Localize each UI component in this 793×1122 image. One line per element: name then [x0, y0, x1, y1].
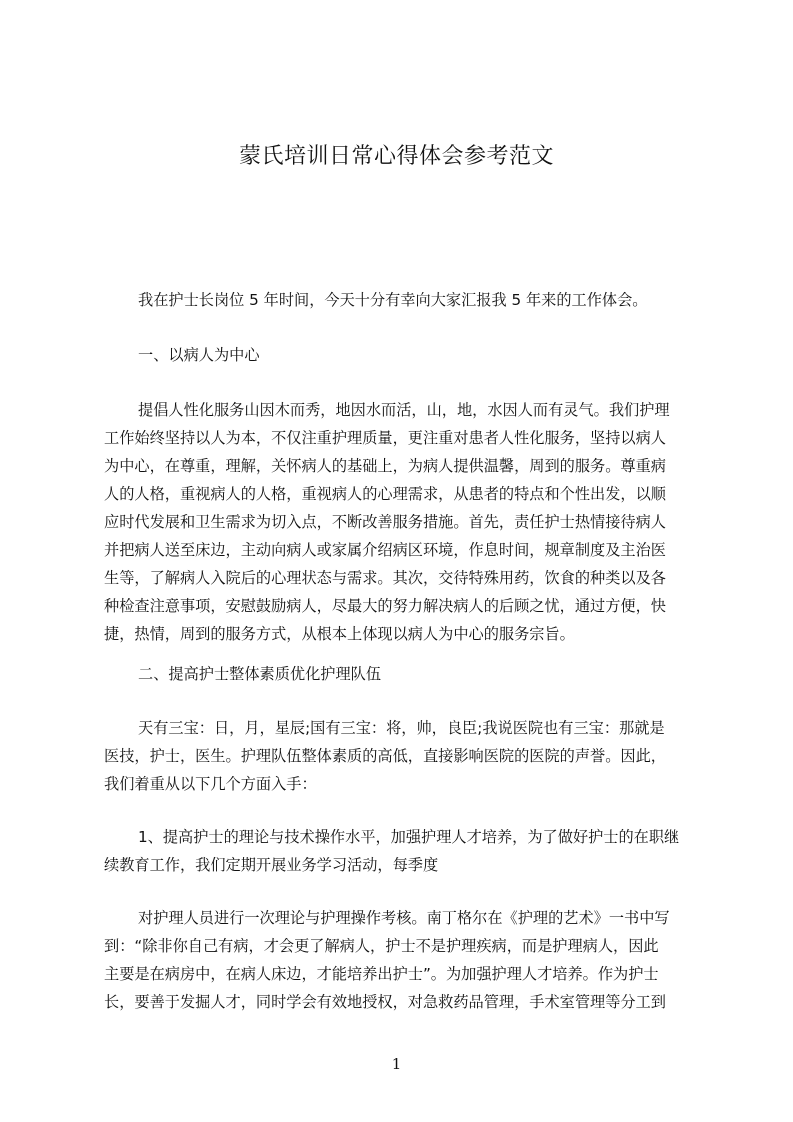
- paragraph-line: 医技，护士，医生。护理队伍整体素质的高低，直接影响医院的医院的声誉。因此，: [104, 747, 666, 765]
- section-heading-2: 二、提高护士整体素质优化护理队伍: [138, 665, 381, 683]
- paragraph-line: 工作始终坚持以人为本，不仅注重护理质量，更注重对患者人性化服务，坚持以病人: [104, 429, 666, 447]
- paragraph-line: 并把病人送至床边，主动向病人或家属介绍病区环境，作息时间，规章制度及主治医: [104, 541, 666, 559]
- paragraph-line: 提倡人性化服务山因木而秀，地因水而活，山，地，水因人而有灵气。我们护理: [138, 401, 670, 419]
- paragraph-line: 续教育工作，我们定期开展业务学习活动，每季度: [104, 856, 439, 874]
- paragraph-line: 主要是在病房中，在病人床边，才能培养出护士”。为加强护理人才培养。作为护士: [104, 965, 659, 983]
- paragraph-line: 天有三宝：日，月，星辰;国有三宝：将，帅，良臣;我说医院也有三宝：那就是: [138, 719, 665, 737]
- paragraph-line: 种检查注意事项，安慰鼓励病人，尽最大的努力解决病人的后顾之忧，通过方便，快: [104, 597, 666, 615]
- paragraph-line: 生等，了解病人入院后的心理状态与需求。其次，交待特殊用药，饮食的种类以及各: [104, 569, 666, 587]
- paragraph-line: 应时代发展和卫生需求为切入点，不断改善服务措施。首先，责任护士热情接待病人: [104, 513, 666, 531]
- page-number: 1: [391, 1055, 402, 1073]
- paragraph-line: 为中心，在尊重，理解，关怀病人的基础上，为病人提供温馨，周到的服务。尊重病: [104, 457, 666, 475]
- section2-paragraph-2: [104, 823, 710, 879]
- document-title: 蒙氏培训日常心得体会参考范文: [238, 144, 554, 169]
- section-heading-1: 一、以病人为中心: [138, 346, 260, 364]
- paragraph-line: 对护理人员进行一次理论与护理操作考核。南丁格尔在《护理的艺术》一书中写: [138, 909, 670, 927]
- paragraph-line: 长，要善于发掘人才，同时学会有效地授权，对急救药品管理，手术室管理等分工到: [104, 993, 666, 1011]
- paragraph-line: 到：“除非你自己有病，才会更了解病人，护士不是护理疾病，而是护理病人，因此: [104, 937, 659, 955]
- section1-paragraph: [104, 396, 710, 648]
- paragraph-line: 我们着重从以下几个方面入手：: [104, 775, 317, 793]
- paragraph-line: 人的人格，重视病人的人格，重视病人的心理需求，从患者的特点和个性出发，以顺: [104, 485, 666, 503]
- section2-paragraph-3: [104, 904, 710, 1016]
- paragraph-line: 我在护士长岗位 5 年时间，今天十分有幸向大家汇报我 5 年来的工作体会。: [138, 291, 648, 309]
- intro-paragraph: [104, 286, 710, 314]
- paragraph-line: 捷，热情，周到的服务方式，从根本上体现以病人为中心的服务宗旨。: [104, 625, 575, 643]
- section2-paragraph-1: [104, 714, 710, 798]
- paragraph-line: 1、提高护士的理论与技术操作水平，加强护理人才培养，为了做好护士的在职继: [138, 828, 680, 846]
